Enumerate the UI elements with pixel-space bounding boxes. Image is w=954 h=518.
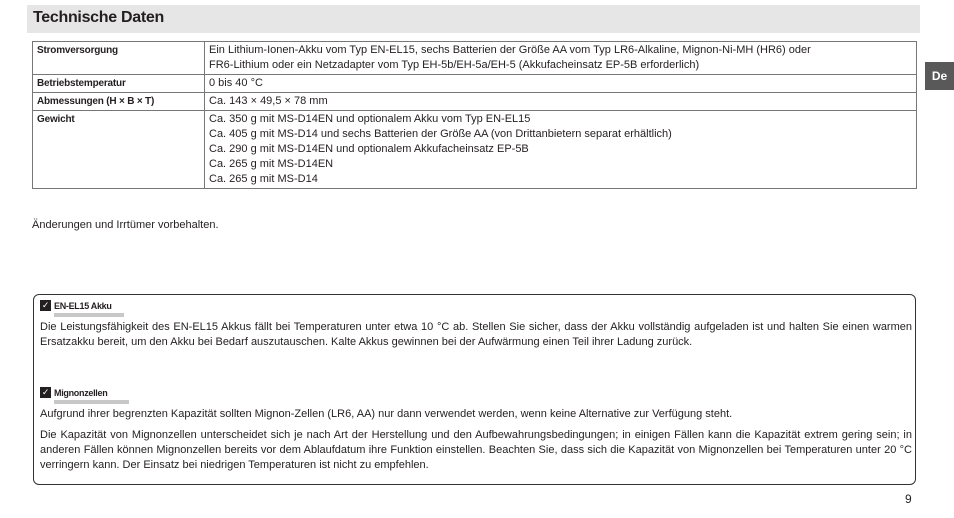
spec-value	[205, 42, 917, 75]
spec-key: Abmessungen (H × B × T)	[33, 93, 205, 111]
spec-value-line: Ca. 350 g mit MS-D14EN und optionalem Akku vom Typ EN-EL15	[209, 113, 531, 125]
spec-value-line: Ca. 143 × 49,5 × 78 mm	[209, 95, 328, 107]
note-paragraph: Die Leistungsfähigkeit des EN-EL15 Akkus fällt bei Temperaturen unter etwa 10 °C ab. Stellen Sie sicher, dass der Akku vollständig aufgeladen ist und halten Sie einen warmen Ersatzakku bereit, um den Akku bei Bedarf auszutauschen. Kalte Akkus gewinnen bei der Aufwärmung einen Teil ihrer Ladung zurück.	[40, 321, 912, 348]
heading-underline	[54, 400, 129, 404]
spec-value	[205, 75, 917, 93]
page-title-bar	[27, 5, 920, 33]
note-paragraph: Die Kapazität von Mignonzellen unterscheidet sich je nach Art der Herstellung und den Aufbewahrungsbedingungen; in einigen Fällen kann die Kapazität extrem gering sein; in anderen Fällen können Mignonzellen bereits vor dem Ablaufdatum ihre Funktion einstellen. Beachten Sie, dass sich die Kapazität von Mignonzellen bei Temperaturen unter 20 °C verringern kann. Der Einsatz bei niedrigen Temperaturen ist nicht zu empfehlen.	[40, 429, 912, 471]
table-row	[33, 111, 917, 189]
page-number: 9	[905, 492, 912, 506]
spec-value-line: Ca. 405 g mit MS-D14 und sechs Batterien der Größe AA (von Drittanbietern separat erhältlich)	[209, 128, 672, 140]
spec-value-line: Ein Lithium-Ionen-Akku vom Typ EN-EL15, sechs Batterien der Größe AA vom Typ LR6-Alkaline, Mignon-Ni-MH (HR6) oder	[209, 44, 811, 56]
heading-underline	[54, 313, 124, 317]
spec-value-line: Ca. 290 g mit MS-D14EN und optionalem Akkufacheinsatz EP-5B	[209, 143, 529, 155]
note-heading	[40, 300, 112, 311]
note-paragraph: Aufgrund ihrer begrenzten Kapazität sollten Mignon-Zellen (LR6, AA) nur dann verwendet werden, wenn keine Alternative zur Verfügung steht.	[40, 408, 733, 420]
spec-value	[205, 111, 917, 189]
specs-table	[32, 41, 917, 189]
note-heading-text: EN-EL15 Akku	[54, 300, 112, 311]
disclaimer-note: Änderungen und Irrtümer vorbehalten.	[32, 219, 219, 231]
spec-key: Gewicht	[33, 111, 205, 189]
spec-value-line: FR6-Lithium oder ein Netzadapter vom Typ EH-5b/EH-5a/EH-5 (Akkufacheinsatz EP-5B erforderlich)	[209, 59, 700, 71]
spec-key: Stromversorgung	[33, 42, 205, 75]
page-title: Technische Daten	[33, 9, 164, 26]
language-tab: De	[925, 62, 954, 90]
notes-box	[33, 294, 916, 485]
checkmark-icon: ✓	[41, 387, 50, 397]
table-row	[33, 93, 917, 111]
spec-value	[205, 93, 917, 111]
spec-key: Betriebstemperatur	[33, 75, 205, 93]
spec-value-line: Ca. 265 g mit MS-D14EN	[209, 158, 334, 170]
spec-value-line: Ca. 265 g mit MS-D14	[209, 173, 318, 185]
spec-value-line: 0 bis 40 °C	[209, 77, 263, 89]
table-row	[33, 42, 917, 75]
table-row	[33, 75, 917, 93]
checkmark-icon: ✓	[41, 300, 50, 310]
note-heading-text: Mignonzellen	[54, 387, 108, 398]
note-heading	[40, 387, 107, 398]
